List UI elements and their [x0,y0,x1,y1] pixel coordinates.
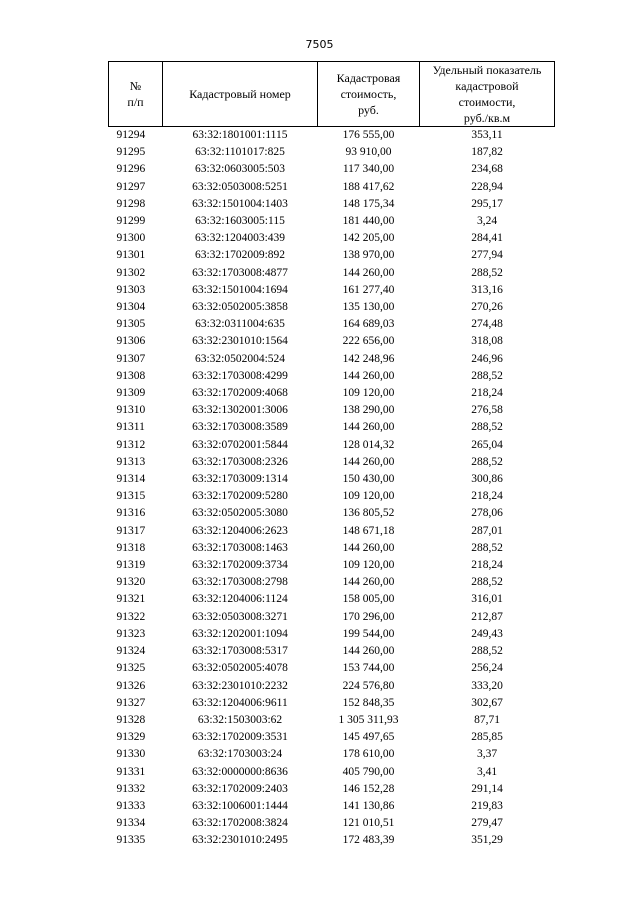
cadastral-value-cell: 144 260,00 [342,369,395,382]
table-row [109,299,555,316]
cadastral-number-cell: 63:32:1703008:2326 [192,455,288,468]
cadastral-value-cell: 128 014,32 [342,438,395,451]
table-row [109,505,555,522]
cadastral-number-cell: 63:32:1204006:9611 [192,696,288,709]
specific-indicator-cell: 228,94 [471,180,503,193]
row-number-cell: 91333 [116,799,146,812]
cadastral-number-cell: 63:32:0503008:5251 [192,180,288,193]
cadastral-number-cell: 63:32:1702009:4068 [192,387,288,400]
row-number-cell: 91305 [116,318,146,331]
table-row [109,351,555,368]
row-number-cell: 91317 [116,524,146,537]
specific-indicator-cell: 291,14 [471,782,503,795]
table-row [109,764,555,781]
row-number-cell: 91304 [116,301,146,314]
cadastral-value-cell: 144 260,00 [342,455,395,468]
cadastral-number-cell: 63:32:1703009:1314 [192,473,288,486]
header-cadastral-value: Кадастровая стоимость, руб. [318,62,420,127]
specific-indicator-cell: 351,29 [471,834,503,847]
specific-indicator-cell: 276,58 [471,404,503,417]
cadastral-value-cell: 138 290,00 [342,404,395,417]
cadastral-number-cell: 63:32:0603005:503 [194,163,286,176]
specific-indicator-cell: 288,52 [471,266,503,279]
table-header-row [109,62,555,127]
cadastral-number-cell: 63:32:1006001:1444 [192,799,288,812]
cadastral-number-cell: 63:32:1703008:4877 [192,266,288,279]
specific-indicator-cell: 187,82 [471,146,503,159]
cadastral-value-cell: 188 417,62 [342,180,395,193]
row-number-cell: 91307 [116,352,146,365]
table-row [109,712,555,729]
specific-indicator-cell: 284,41 [471,232,503,245]
specific-indicator-cell: 277,94 [471,249,503,262]
row-number-cell: 91295 [116,146,146,159]
cadastral-number-cell: 63:32:1702009:3531 [192,731,288,744]
cadastral-number-cell: 63:32:1702009:3734 [192,559,288,572]
cadastral-number-cell: 63:32:1702009:892 [194,249,286,262]
table-row [109,196,555,213]
specific-indicator-cell: 274,48 [471,318,503,331]
cadastral-value-cell: 142 205,00 [342,232,395,245]
cadastral-value-cell: 109 120,00 [342,559,395,572]
cadastral-number-cell: 63:32:1702009:2403 [192,782,288,795]
table-row [109,368,555,385]
specific-indicator-cell: 218,24 [471,559,503,572]
cadastral-number-cell: 63:32:1703008:3589 [192,421,288,434]
table-row [109,746,555,763]
row-number-cell: 91297 [116,180,146,193]
specific-indicator-cell: 219,83 [471,799,503,812]
table-row [109,471,555,488]
table-row [109,230,555,247]
row-number-cell: 91316 [116,507,146,520]
row-number-cell: 91310 [116,404,146,417]
cadastral-value-cell: 222 656,00 [342,335,395,348]
cadastral-value-cell: 138 970,00 [342,249,395,262]
specific-indicator-cell: 333,20 [471,679,503,692]
row-number-cell: 91296 [116,163,146,176]
specific-indicator-cell: 3,37 [476,748,498,761]
cadastral-number-cell: 63:32:1703008:4299 [192,369,288,382]
cadastral-number-cell: 63:32:1603005:115 [195,215,285,228]
cadastral-value-cell: 144 260,00 [342,645,395,658]
cadastral-value-cell: 144 260,00 [342,421,395,434]
row-number-cell: 91311 [116,421,145,434]
table-row [109,815,555,832]
cadastral-number-cell: 63:32:1101017:825 [195,146,285,159]
table-row [109,781,555,798]
row-number-cell: 91334 [116,817,146,830]
row-number-cell: 91325 [116,662,146,675]
row-number-cell: 91294 [116,129,146,141]
cadastral-value-cell: 141 130,86 [342,799,395,812]
row-number-cell: 91312 [116,438,146,451]
specific-indicator-cell: 302,67 [471,696,503,709]
table-row [109,729,555,746]
cadastral-value-cell: 176 555,00 [342,129,395,141]
cadastral-value-cell: 161 277,40 [342,283,395,296]
specific-indicator-cell: 249,43 [471,627,503,640]
cadastral-value-cell: 172 483,39 [342,834,395,847]
specific-indicator-cell: 278,06 [471,507,503,520]
cadastral-number-cell: 63:32:1702008:3824 [192,817,288,830]
specific-indicator-cell: 3,24 [476,215,498,228]
table-row [109,557,555,574]
row-number-cell: 91331 [116,765,146,778]
cadastral-number-cell: 63:32:0502005:4078 [192,662,288,675]
cadastral-value-cell: 144 260,00 [342,541,395,554]
specific-indicator-cell: 212,87 [471,610,503,623]
row-number-cell: 91313 [116,455,146,468]
row-number-cell: 91319 [116,559,146,572]
row-number-cell: 91327 [116,696,146,709]
row-number-cell: 91324 [116,645,146,658]
cadastral-number-cell: 63:32:2301010:2495 [192,834,288,847]
cadastral-value-cell: 153 744,00 [342,662,395,675]
row-number-cell: 91314 [116,473,146,486]
table-row [109,643,555,660]
table-body [109,127,555,850]
cadastral-value-cell: 144 260,00 [342,266,395,279]
row-number-cell: 91303 [116,283,146,296]
table-row [109,609,555,626]
cadastral-number-cell: 63:32:0000000:8636 [192,765,288,778]
cadastral-number-cell: 63:32:1503003:62 [197,713,283,726]
table-row [109,144,555,161]
cadastral-value-cell: 142 248,96 [342,352,395,365]
cadastral-value-cell: 136 805,52 [342,507,395,520]
table-row [109,678,555,695]
specific-indicator-cell: 313,16 [471,283,503,296]
cadastral-value-cell: 158 005,00 [342,593,395,606]
specific-indicator-cell: 288,52 [471,455,503,468]
table-row [109,574,555,591]
header-specific-indicator: Удельный показатель кадастровой стоимости, руб./кв.м [420,62,555,127]
cadastral-value-cell: 121 010,51 [342,817,395,830]
table-row [109,540,555,557]
cadastral-number-cell: 63:32:1302001:3006 [192,404,288,417]
table-row [109,454,555,471]
cadastral-value-cell: 144 260,00 [342,576,395,589]
cadastral-value-cell: 152 848,35 [342,696,395,709]
table-row [109,660,555,677]
specific-indicator-cell: 318,08 [471,335,503,348]
cadastral-value-cell: 135 130,00 [342,301,395,314]
specific-indicator-cell: 288,52 [471,421,503,434]
row-number-cell: 91321 [116,593,146,606]
cadastral-number-cell: 63:32:1501004:1694 [192,283,288,296]
table-row [109,333,555,350]
table-row [109,161,555,178]
cadastral-number-cell: 63:32:1801001:1115 [192,129,288,141]
row-number-cell: 91328 [116,713,146,726]
table-row [109,488,555,505]
table-row [109,626,555,643]
specific-indicator-cell: 353,11 [471,129,503,141]
table-row [109,179,555,196]
specific-indicator-cell: 3,41 [476,765,498,778]
table-row [109,591,555,608]
specific-indicator-cell: 285,85 [471,731,503,744]
cadastral-value-cell: 224 576,80 [342,679,395,692]
row-number-cell: 91318 [116,541,146,554]
row-number-cell: 91302 [116,266,146,279]
row-number-cell: 91309 [116,387,146,400]
cadastral-value-cell: 405 790,00 [342,765,395,778]
row-number-cell: 91329 [116,731,146,744]
cadastral-value-cell: 93 910,00 [345,146,392,159]
cadastral-value-cell: 146 152,28 [342,782,395,795]
cadastral-number-cell: 63:32:1204003:439 [194,232,286,245]
cadastral-value-cell: 181 440,00 [342,215,395,228]
cadastral-number-cell: 63:32:0311004:635 [195,318,285,331]
specific-indicator-cell: 265,04 [471,438,503,451]
row-number-cell: 91308 [116,369,146,382]
table-row [109,437,555,454]
cadastral-number-cell: 63:32:1702009:5280 [192,490,288,503]
row-number-cell: 91299 [116,215,146,228]
cadastral-value-cell: 145 497,65 [342,731,395,744]
cadastral-number-cell: 63:32:1703003:24 [197,748,283,761]
cadastral-value-table [108,61,555,850]
cadastral-value-cell: 170 296,00 [342,610,395,623]
cadastral-number-cell: 63:32:1202001:1094 [192,627,288,640]
specific-indicator-cell: 246,96 [471,352,503,365]
header-row-number: № п/п [109,62,163,127]
specific-indicator-cell: 288,52 [471,645,503,658]
cadastral-number-cell: 63:32:1703008:5317 [192,645,288,658]
cadastral-value-cell: 150 430,00 [342,473,395,486]
cadastral-number-cell: 63:32:2301010:2232 [192,679,288,692]
cadastral-number-cell: 63:32:1703008:2798 [192,576,288,589]
page-number: 7505 [305,38,334,51]
row-number-cell: 91332 [116,782,146,795]
specific-indicator-cell: 87,71 [474,713,500,726]
cadastral-value-cell: 199 544,00 [342,627,395,640]
specific-indicator-cell: 295,17 [471,197,503,210]
cadastral-number-cell: 63:32:1501004:1403 [192,197,288,210]
specific-indicator-cell: 288,52 [471,369,503,382]
specific-indicator-cell: 270,26 [471,301,503,314]
row-number-cell: 91315 [116,490,146,503]
table-row [109,832,555,849]
row-number-cell: 91301 [116,249,146,262]
cadastral-value-cell: 148 671,18 [342,524,395,537]
table-row [109,385,555,402]
cadastral-number-cell: 63:32:0502004:524 [194,352,286,365]
cadastral-number-cell: 63:32:1204006:1124 [192,593,288,606]
table-row [109,213,555,230]
specific-indicator-cell: 234,68 [471,163,503,176]
table-row [109,247,555,264]
cadastral-number-cell: 63:32:0502005:3858 [192,301,288,314]
table-row [109,127,555,145]
table-row [109,523,555,540]
specific-indicator-cell: 218,24 [471,490,503,503]
header-cadastral-number: Кадастровый номер [163,62,318,127]
specific-indicator-cell: 288,52 [471,576,503,589]
cadastral-value-cell: 148 175,34 [342,197,395,210]
cadastral-value-cell: 117 340,00 [342,163,395,176]
table-row [109,798,555,815]
row-number-cell: 91306 [116,335,146,348]
table-row [109,265,555,282]
table-row [109,282,555,299]
specific-indicator-cell: 316,01 [471,593,503,606]
cadastral-number-cell: 63:32:1204006:2623 [192,524,288,537]
cadastral-value-cell: 164 689,03 [342,318,395,331]
cadastral-number-cell: 63:32:2301010:1564 [192,335,288,348]
row-number-cell: 91326 [116,679,146,692]
specific-indicator-cell: 256,24 [471,662,503,675]
cadastral-value-cell: 109 120,00 [342,387,395,400]
cadastral-number-cell: 63:32:0502005:3080 [192,507,288,520]
cadastral-number-cell: 63:32:0702001:5844 [192,438,288,451]
row-number-cell: 91322 [116,610,146,623]
cadastral-value-cell: 109 120,00 [342,490,395,503]
specific-indicator-cell: 279,47 [471,817,503,830]
cadastral-number-cell: 63:32:0503008:3271 [192,610,288,623]
row-number-cell: 91298 [116,197,146,210]
row-number-cell: 91323 [116,627,146,640]
specific-indicator-cell: 287,01 [471,524,503,537]
cadastral-value-cell: 178 610,00 [342,748,395,761]
row-number-cell: 91300 [116,232,146,245]
row-number-cell: 91335 [116,834,146,847]
specific-indicator-cell: 288,52 [471,541,503,554]
specific-indicator-cell: 218,24 [471,387,503,400]
row-number-cell: 91320 [116,576,146,589]
table-row [109,419,555,436]
row-number-cell: 91330 [116,748,146,761]
table-row [109,695,555,712]
cadastral-number-cell: 63:32:1703008:1463 [192,541,288,554]
specific-indicator-cell: 300,86 [471,473,503,486]
cadastral-value-cell: 1 305 311,93 [338,713,399,726]
table-row [109,316,555,333]
table-row [109,402,555,419]
